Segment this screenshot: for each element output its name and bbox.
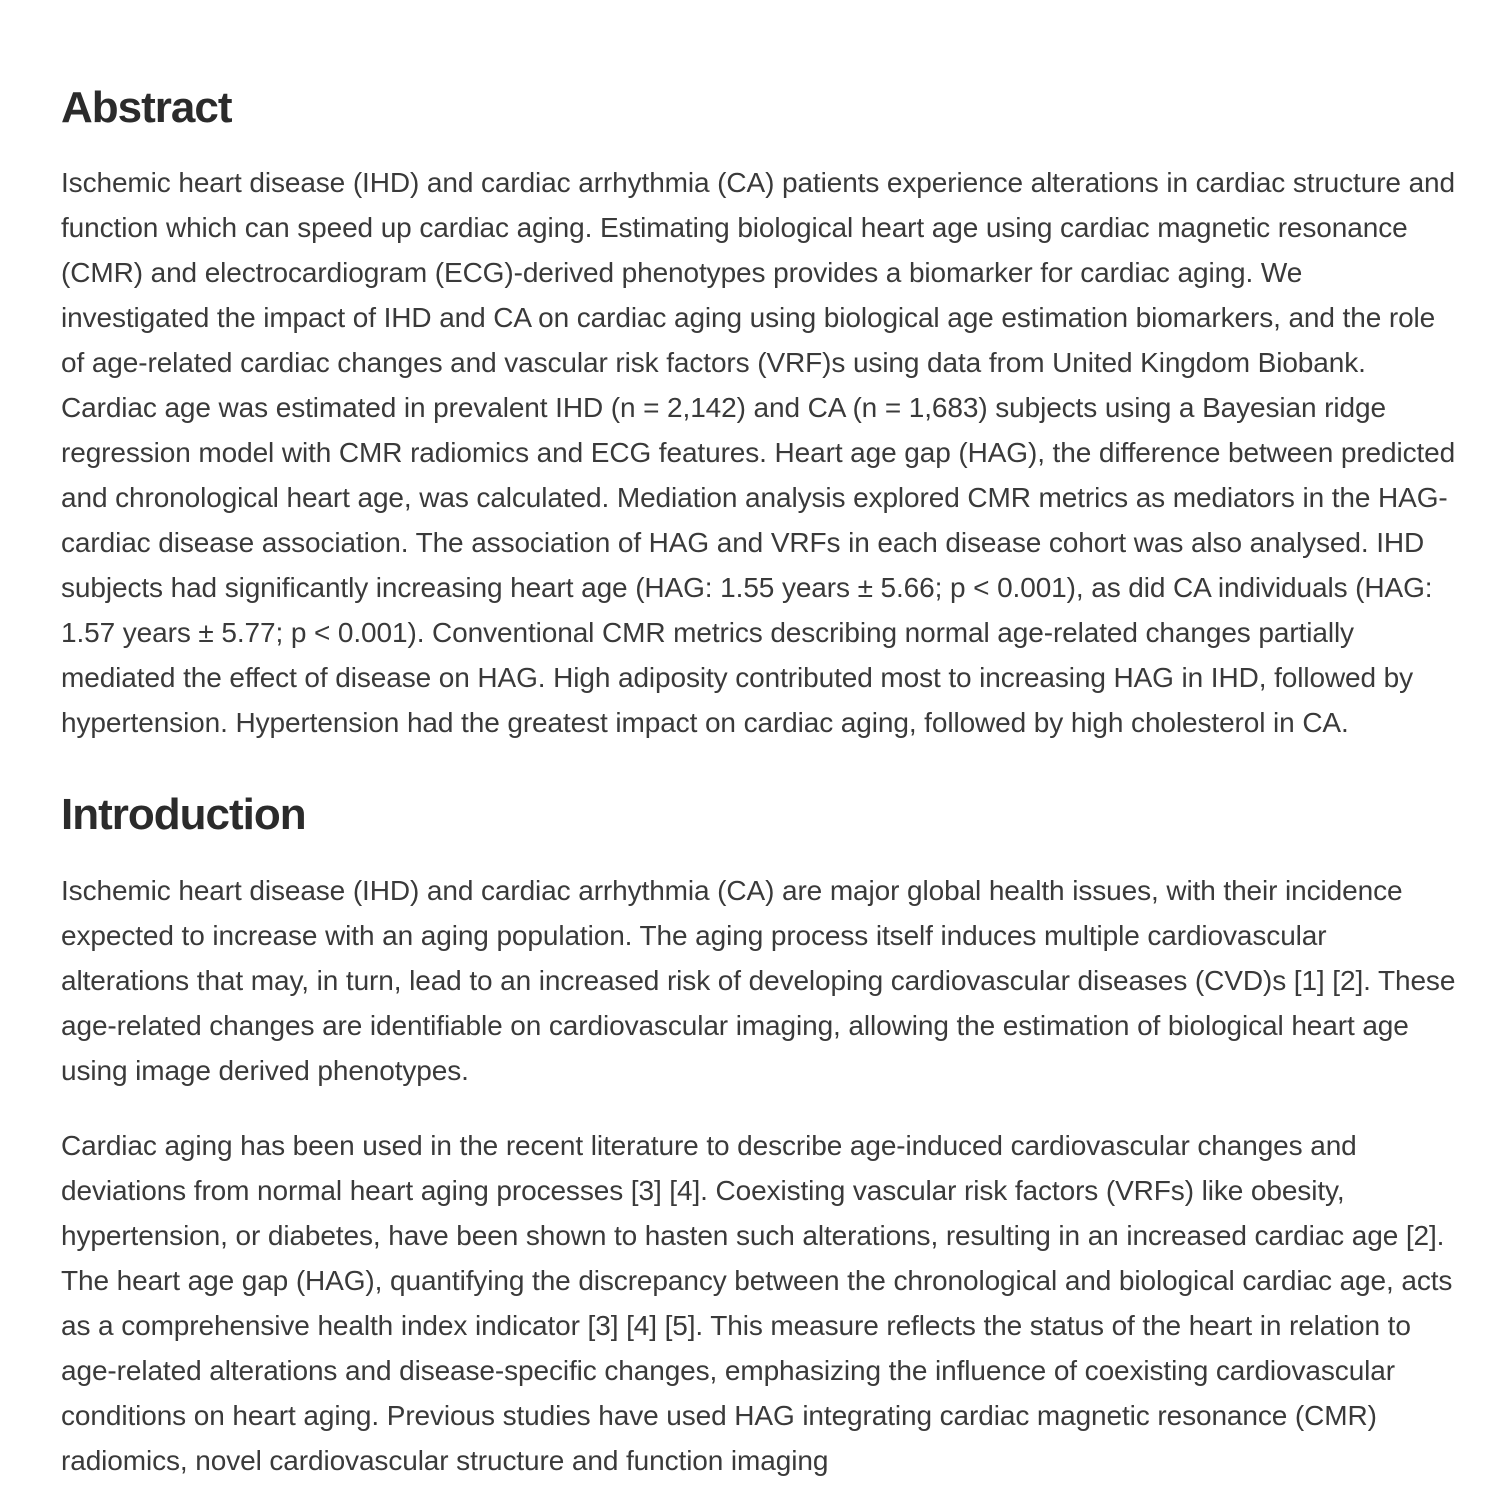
introduction-paragraph-1: Ischemic heart disease (IHD) and cardiac arrhythmia (CA) are major global health issues, with their incidence expected to increase with an aging population. The aging process itself induces multiple cardiovascular alterations that may, in turn, lead to an increased risk of developing cardiovascular diseases (CVD)s [1] [2]. These age-related changes are identifiable on cardiovascular imaging, allowing the estimation of biological heart age using image derived phenotypes. [61, 875, 1456, 1086]
article-page [61, 80, 1456, 1483]
introduction-heading: Introduction [61, 790, 306, 839]
abstract-heading: Abstract [61, 83, 232, 132]
introduction-paragraph-2: Cardiac aging has been used in the recent literature to describe age-induced cardiovascular changes and deviations from normal heart aging processes [3] [4]. Coexisting vascular risk factors (VRFs) like obesity, hypertension, or diabetes, have been shown to hasten such alterations, resulting in an increased cardiac age [2]. The heart age gap (HAG), quantifying the discrepancy between the chronological and biological cardiac age, acts as a comprehensive health index indicator [3] [4] [5]. This measure reflects the status of the heart in relation to age-related alterations and disease-specific changes, emphasizing the influence of coexisting cardiovascular conditions on heart aging. Previous studies have used HAG integrating cardiac magnetic resonance (CMR) radiomics, novel cardiovascular structure and function imaging [61, 1130, 1453, 1476]
abstract-paragraph: Ischemic heart disease (IHD) and cardiac arrhythmia (CA) patients experience alterations in cardiac structure and function which can speed up cardiac aging. Estimating biological heart age using cardiac magnetic resonance (CMR) and electrocardiogram (ECG)-derived phenotypes provides a biomarker for cardiac aging. We investigated the impact of IHD and CA on cardiac aging using biological age estimation biomarkers, and the role of age-related cardiac changes and vascular risk factors (VRF)s using data from United Kingdom Biobank. Cardiac age was estimated in prevalent IHD (n = 2,142) and CA (n = 1,683) subjects using a Bayesian ridge regression model with CMR radiomics and ECG features. Heart age gap (HAG), the difference between predicted and chronological heart age, was calculated. Mediation analysis explored CMR metrics as mediators in the HAG-cardiac disease association. The association of HAG and VRFs in each disease cohort was also analysed. IHD subjects had significantly increasing heart age (HAG: 1.55 years ± 5.66; p < 0.001), as did CA individuals (HAG: 1.57 years ± 5.77; p < 0.001). Conventional CMR metrics describing normal age-related changes partially mediated the effect of disease on HAG. High adiposity contributed most to increasing HAG in IHD, followed by hypertension. Hypertension had the greatest impact on cardiac aging, followed by high cholesterol in CA. [61, 167, 1456, 738]
